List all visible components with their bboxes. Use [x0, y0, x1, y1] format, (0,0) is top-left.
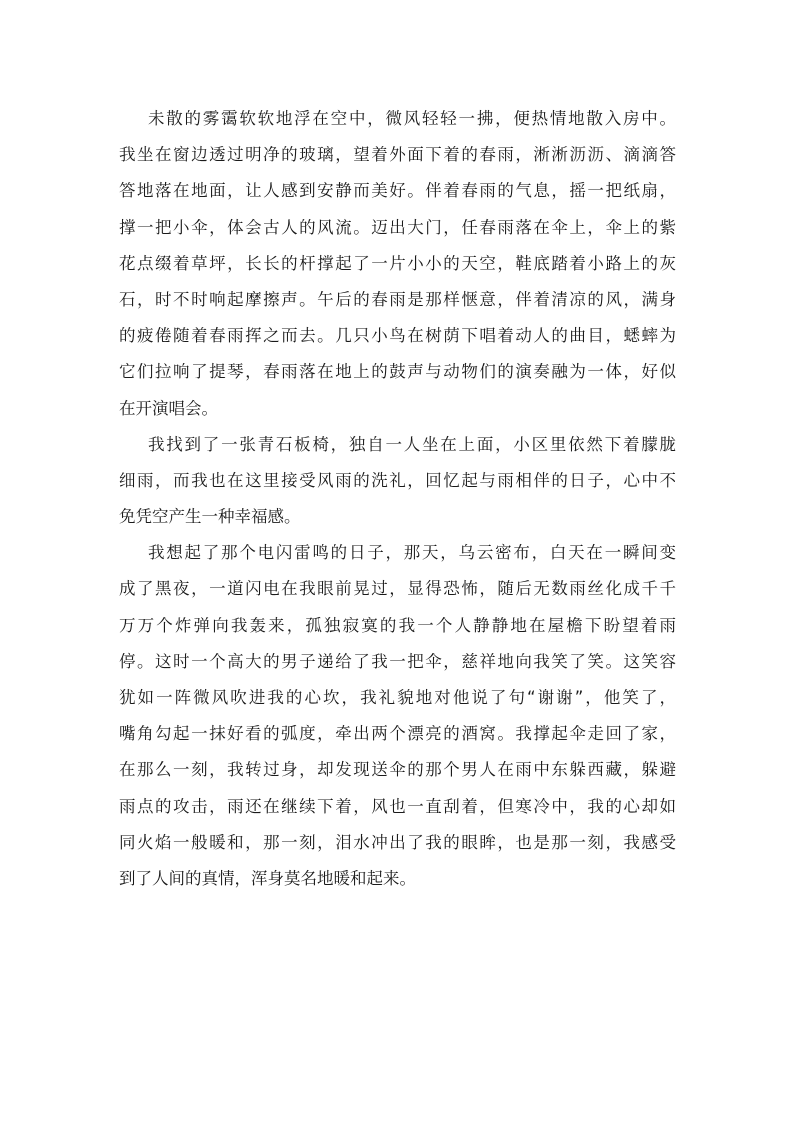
paragraph-line: 万万个炸弹向我轰来，孤独寂寞的我一个人静静地在屋檐下盼望着雨	[119, 615, 676, 635]
paragraph-line: 我找到了一张青石板椅，独自一人坐在上面，小区里依然下着朦胧	[148, 434, 676, 454]
paragraph-line: 成了黑夜，一道闪电在我眼前晃过，显得恐怖，随后无数雨丝化成千千	[119, 579, 676, 599]
paragraph-line: 同火焰一般暖和，那一刻，泪水冲出了我的眼眸，也是那一刻，我感受	[119, 832, 676, 852]
paragraph-line: 在开演唱会。	[119, 398, 218, 418]
paragraph-line: 石，时不时响起摩擦声。午后的春雨是那样惬意，伴着清凉的风，满身	[119, 289, 676, 309]
paragraph-line: 犹如一阵微风吹进我的心坎，我礼貌地对他说了句“谢谢”，他笑了，	[119, 688, 676, 707]
paragraph-line: 答地落在地面，让人感到安静而美好。伴着春雨的气息，摇一把纸扇，	[119, 181, 676, 201]
paragraph-1	[119, 101, 676, 427]
paragraph-line: 到了人间的真情，浑身莫名地暖和起来。	[119, 868, 416, 888]
paragraph-line: 细雨，而我也在这里接受风雨的洗礼，回忆起与雨相伴的日子，心中不	[119, 470, 676, 490]
paragraph-line: 它们拉响了提琴，春雨落在地上的鼓声与动物们的演奏融为一体，好似	[119, 362, 676, 382]
paragraph-line: 免凭空产生一种幸福感。	[119, 507, 301, 527]
article-body	[119, 101, 676, 897]
paragraph-line: 撑一把小伞，体会古人的风流。迈出大门，任春雨落在伞上，伞上的紫	[119, 217, 676, 237]
paragraph-line: 花点缀着草坪，长长的杆撑起了一片小小的天空，鞋底踏着小路上的灰	[119, 253, 676, 273]
paragraph-line: 我坐在窗边透过明净的玻璃，望着外面下着的春雨，淅淅沥沥、滴滴答	[119, 145, 676, 165]
paragraph-3	[119, 535, 676, 897]
paragraph-line: 停。这时一个高大的男子递给了我一把伞，慈祥地向我笑了笑。这笑容	[119, 651, 676, 671]
paragraph-line: 雨点的攻击，雨还在继续下着，风也一直刮着，但寒冷中，我的心却如	[119, 796, 676, 816]
paragraph-line: 我想起了那个电闪雷鸣的日子，那天，乌云密布，白天在一瞬间变	[148, 543, 676, 563]
paragraph-line: 在那么一刻，我转过身，却发现送伞的那个男人在雨中东躲西藏，躲避	[119, 760, 676, 780]
paragraph-line: 未散的雾霭软软地浮在空中，微风轻轻一拂，便热情地散入房中。	[148, 109, 676, 128]
paragraph-line: 的疲倦随着春雨挥之而去。几只小鸟在树荫下唱着动人的曲目，蟋蟀为	[119, 326, 676, 346]
paragraph-2	[119, 427, 676, 536]
paragraph-line: 嘴角勾起一抹好看的弧度，牵出两个漂亮的酒窝。我撑起伞走回了家，	[119, 724, 676, 744]
